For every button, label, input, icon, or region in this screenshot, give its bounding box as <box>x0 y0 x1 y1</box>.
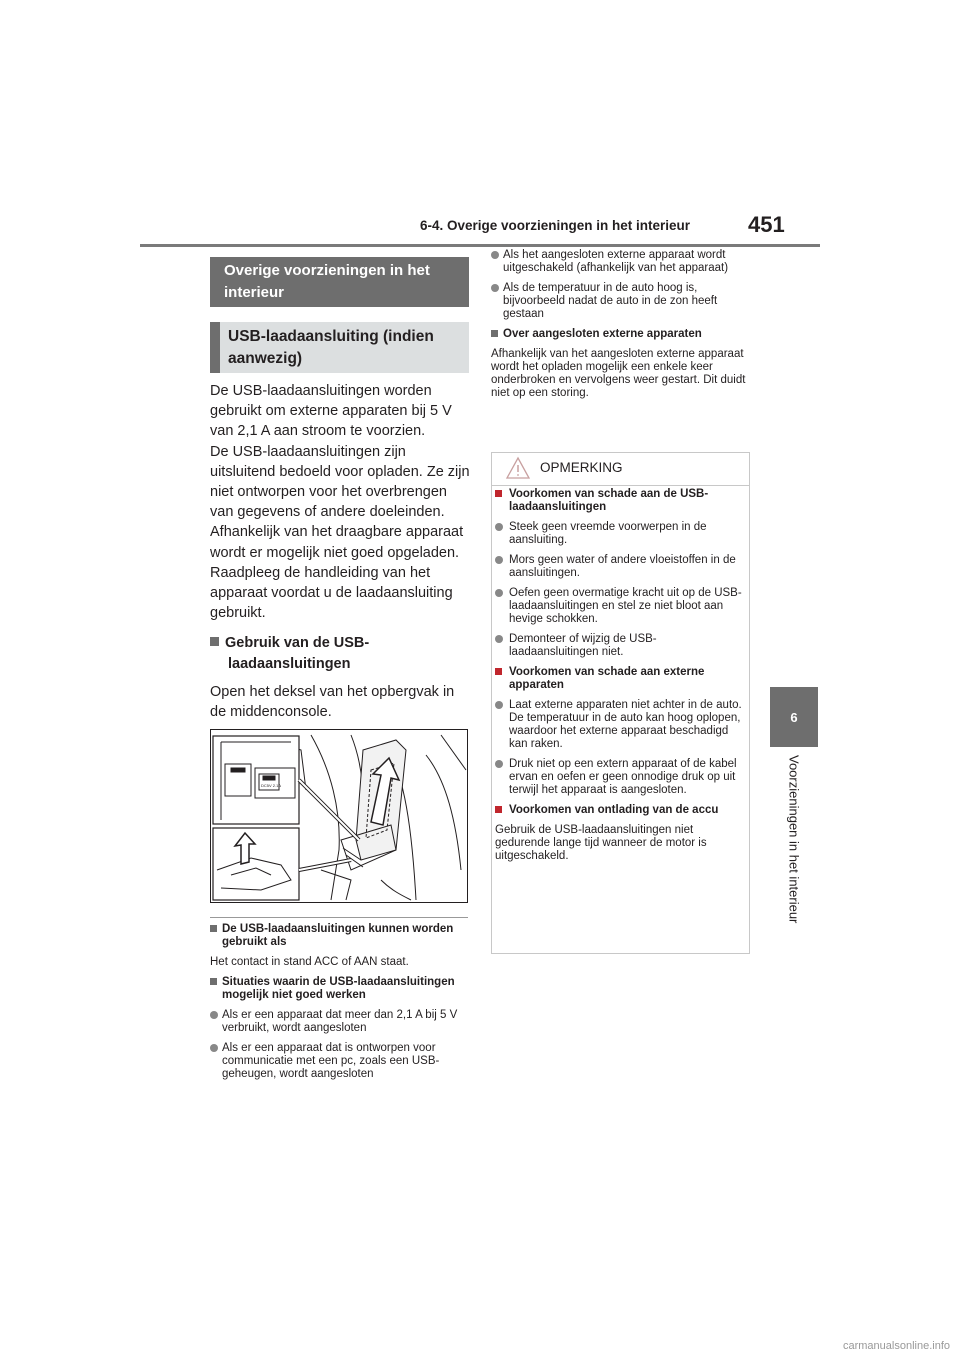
note-bullet <box>210 1042 472 1081</box>
square-bullet-icon <box>210 978 217 985</box>
notice-bullet <box>495 587 743 626</box>
intro-paragraph: De USB-laadaansluitingen worden gebruikt om externe apparaten bij 5 V van 2,1 A aan stroom te voorzien. <box>210 383 452 440</box>
note-bullet-text: Als het aangesloten externe apparaat wordt uitgeschakeld (afhankelijk van het apparaat) <box>503 249 729 274</box>
notice-bullet <box>495 521 743 547</box>
chapter-tab[interactable]: 6 <box>770 687 818 747</box>
notice-bullet-text: Demonteer of wijzig de USB-laadaansluitingen niet. <box>509 633 657 658</box>
round-bullet-icon <box>210 1011 218 1019</box>
usage-heading <box>210 633 472 673</box>
round-bullet-icon <box>210 1044 218 1052</box>
round-bullet-icon <box>495 635 503 643</box>
notice-bullet-text: Laat externe apparaten niet achter in de auto. De temperatuur in de auto kan hoog oplopen, waardoor het externe apparaat beschadigd kan raken. <box>509 699 742 750</box>
notice-heading <box>495 666 743 692</box>
note-heading <box>210 976 472 1002</box>
intro-body <box>210 381 472 722</box>
notice-bullet-text: Steek geen vreemde voorwerpen in de aansluiting. <box>509 521 707 546</box>
red-square-bullet-icon <box>495 490 502 497</box>
note-bullet <box>491 282 753 321</box>
intro-paragraph: Afhankelijk van het draagbare apparaat wordt er mogelijk niet goed opgeladen. Raadpleeg de handleiding van het apparaat voordat u de laadaansluiting gebruikt. <box>210 524 464 622</box>
note-bullet-text: Als de temperatuur in de auto hoog is, bijvoorbeeld nadat de auto in de zon heeft gestaan <box>503 282 718 320</box>
note-text: Het contact in stand ACC of AAN staat. <box>210 956 409 968</box>
round-bullet-icon <box>495 523 503 531</box>
notice-title: OPMERKING <box>540 460 623 475</box>
figure-divider <box>210 917 468 918</box>
header-rule <box>140 244 820 247</box>
square-bullet-icon <box>210 637 219 646</box>
notice-heading-text: Voorkomen van schade aan de USB-laadaansluitingen <box>509 488 709 513</box>
notice-bullet <box>495 758 743 797</box>
note-bullet-text: Als er een apparaat dat is ontworpen voor communicatie met een pc, zoals een USB-geheugen, wordt aangesloten <box>222 1042 440 1080</box>
round-bullet-icon <box>495 701 503 709</box>
note-heading <box>210 923 472 949</box>
note-bullet-text: Als er een apparaat dat meer dan 2,1 A bij 5 V verbruikt, wordt aangesloten <box>222 1009 458 1034</box>
square-bullet-icon <box>210 925 217 932</box>
notice-bullet <box>495 633 743 659</box>
console-illustration <box>210 729 468 903</box>
note-heading <box>491 328 753 341</box>
round-bullet-icon <box>495 589 503 597</box>
notice-bullet <box>495 554 743 580</box>
notice-content <box>495 488 743 870</box>
notice-bullet-text: Mors geen water of andere vloeistoffen in de aansluitingen. <box>509 554 736 579</box>
note-bullet <box>491 249 753 275</box>
note-heading-text: Over aangesloten externe apparaten <box>503 328 702 340</box>
notice-heading-text: Voorkomen van schade aan externe apparaten <box>509 666 705 691</box>
chapter-title-text: Voorzieningen in het interieur <box>786 755 802 924</box>
subheading-accent <box>210 322 220 373</box>
usage-heading-text: Gebruik van de USB-laadaansluitingen <box>225 635 370 672</box>
notes-left <box>210 923 472 1088</box>
note-heading-text: Situaties waarin de USB-laadaansluitingen mogelijk niet goed werken <box>222 976 455 1001</box>
notice-bullet-text: Oefen geen overmatige kracht uit op de USB-laadaansluitingen en stel ze niet bloot aan hevige schokken. <box>509 587 742 625</box>
notice-heading <box>495 488 743 514</box>
red-square-bullet-icon <box>495 806 502 813</box>
note-heading-text: De USB-laadaansluitingen kunnen worden gebruikt als <box>222 923 454 948</box>
page-number: 451 <box>748 212 785 237</box>
console-drawing <box>211 730 467 902</box>
notice-heading <box>495 804 743 817</box>
square-bullet-icon <box>491 330 498 337</box>
red-square-bullet-icon <box>495 668 502 675</box>
round-bullet-icon <box>495 760 503 768</box>
section-title: 6-4. Overige voorzieningen in het interieur <box>420 218 691 233</box>
note-text: Afhankelijk van het aangesloten externe apparaat wordt het opladen mogelijk een enkele keer onderbroken en vervolgens weer gestart. Dit duidt niet op een storing. <box>491 348 746 399</box>
usb-port-label: DC5V 2.1A <box>261 783 282 788</box>
warning-triangle-icon <box>505 456 531 485</box>
usage-text: Open het deksel van het opbergvak in de middenconsole. <box>210 683 455 721</box>
notice-heading-text: Voorkomen van ontlading van de accu <box>509 804 719 816</box>
round-bullet-icon <box>495 556 503 564</box>
note-bullet <box>210 1009 472 1035</box>
chapter-tab-title <box>770 755 818 955</box>
footer-watermark[interactable]: carmanualsonline.info <box>842 1340 950 1352</box>
intro-paragraph: De USB-laadaansluitingen zijn uitsluitend bedoeld voor opladen. Ze zijn niet ontworpen voor het overbrengen van gegevens of andere doeleinden. <box>210 443 470 521</box>
round-bullet-icon <box>491 284 499 292</box>
notice-text: Gebruik de USB-laadaansluitingen niet gedurende lange tijd wanneer de motor is uitgeschakeld. <box>495 824 707 862</box>
notice-bullet <box>495 699 743 751</box>
main-heading: Overige voorzieningen in het interieur <box>210 257 469 307</box>
notes-right <box>491 249 753 407</box>
notice-bullet-text: Druk niet op een extern apparaat of de kabel ervan en oefen er geen onnodige druk op uit terwijl het apparaat is aangesloten. <box>509 758 737 796</box>
round-bullet-icon <box>491 251 499 259</box>
sub-heading: USB-laadaansluiting (indien aanwezig) <box>220 322 469 373</box>
